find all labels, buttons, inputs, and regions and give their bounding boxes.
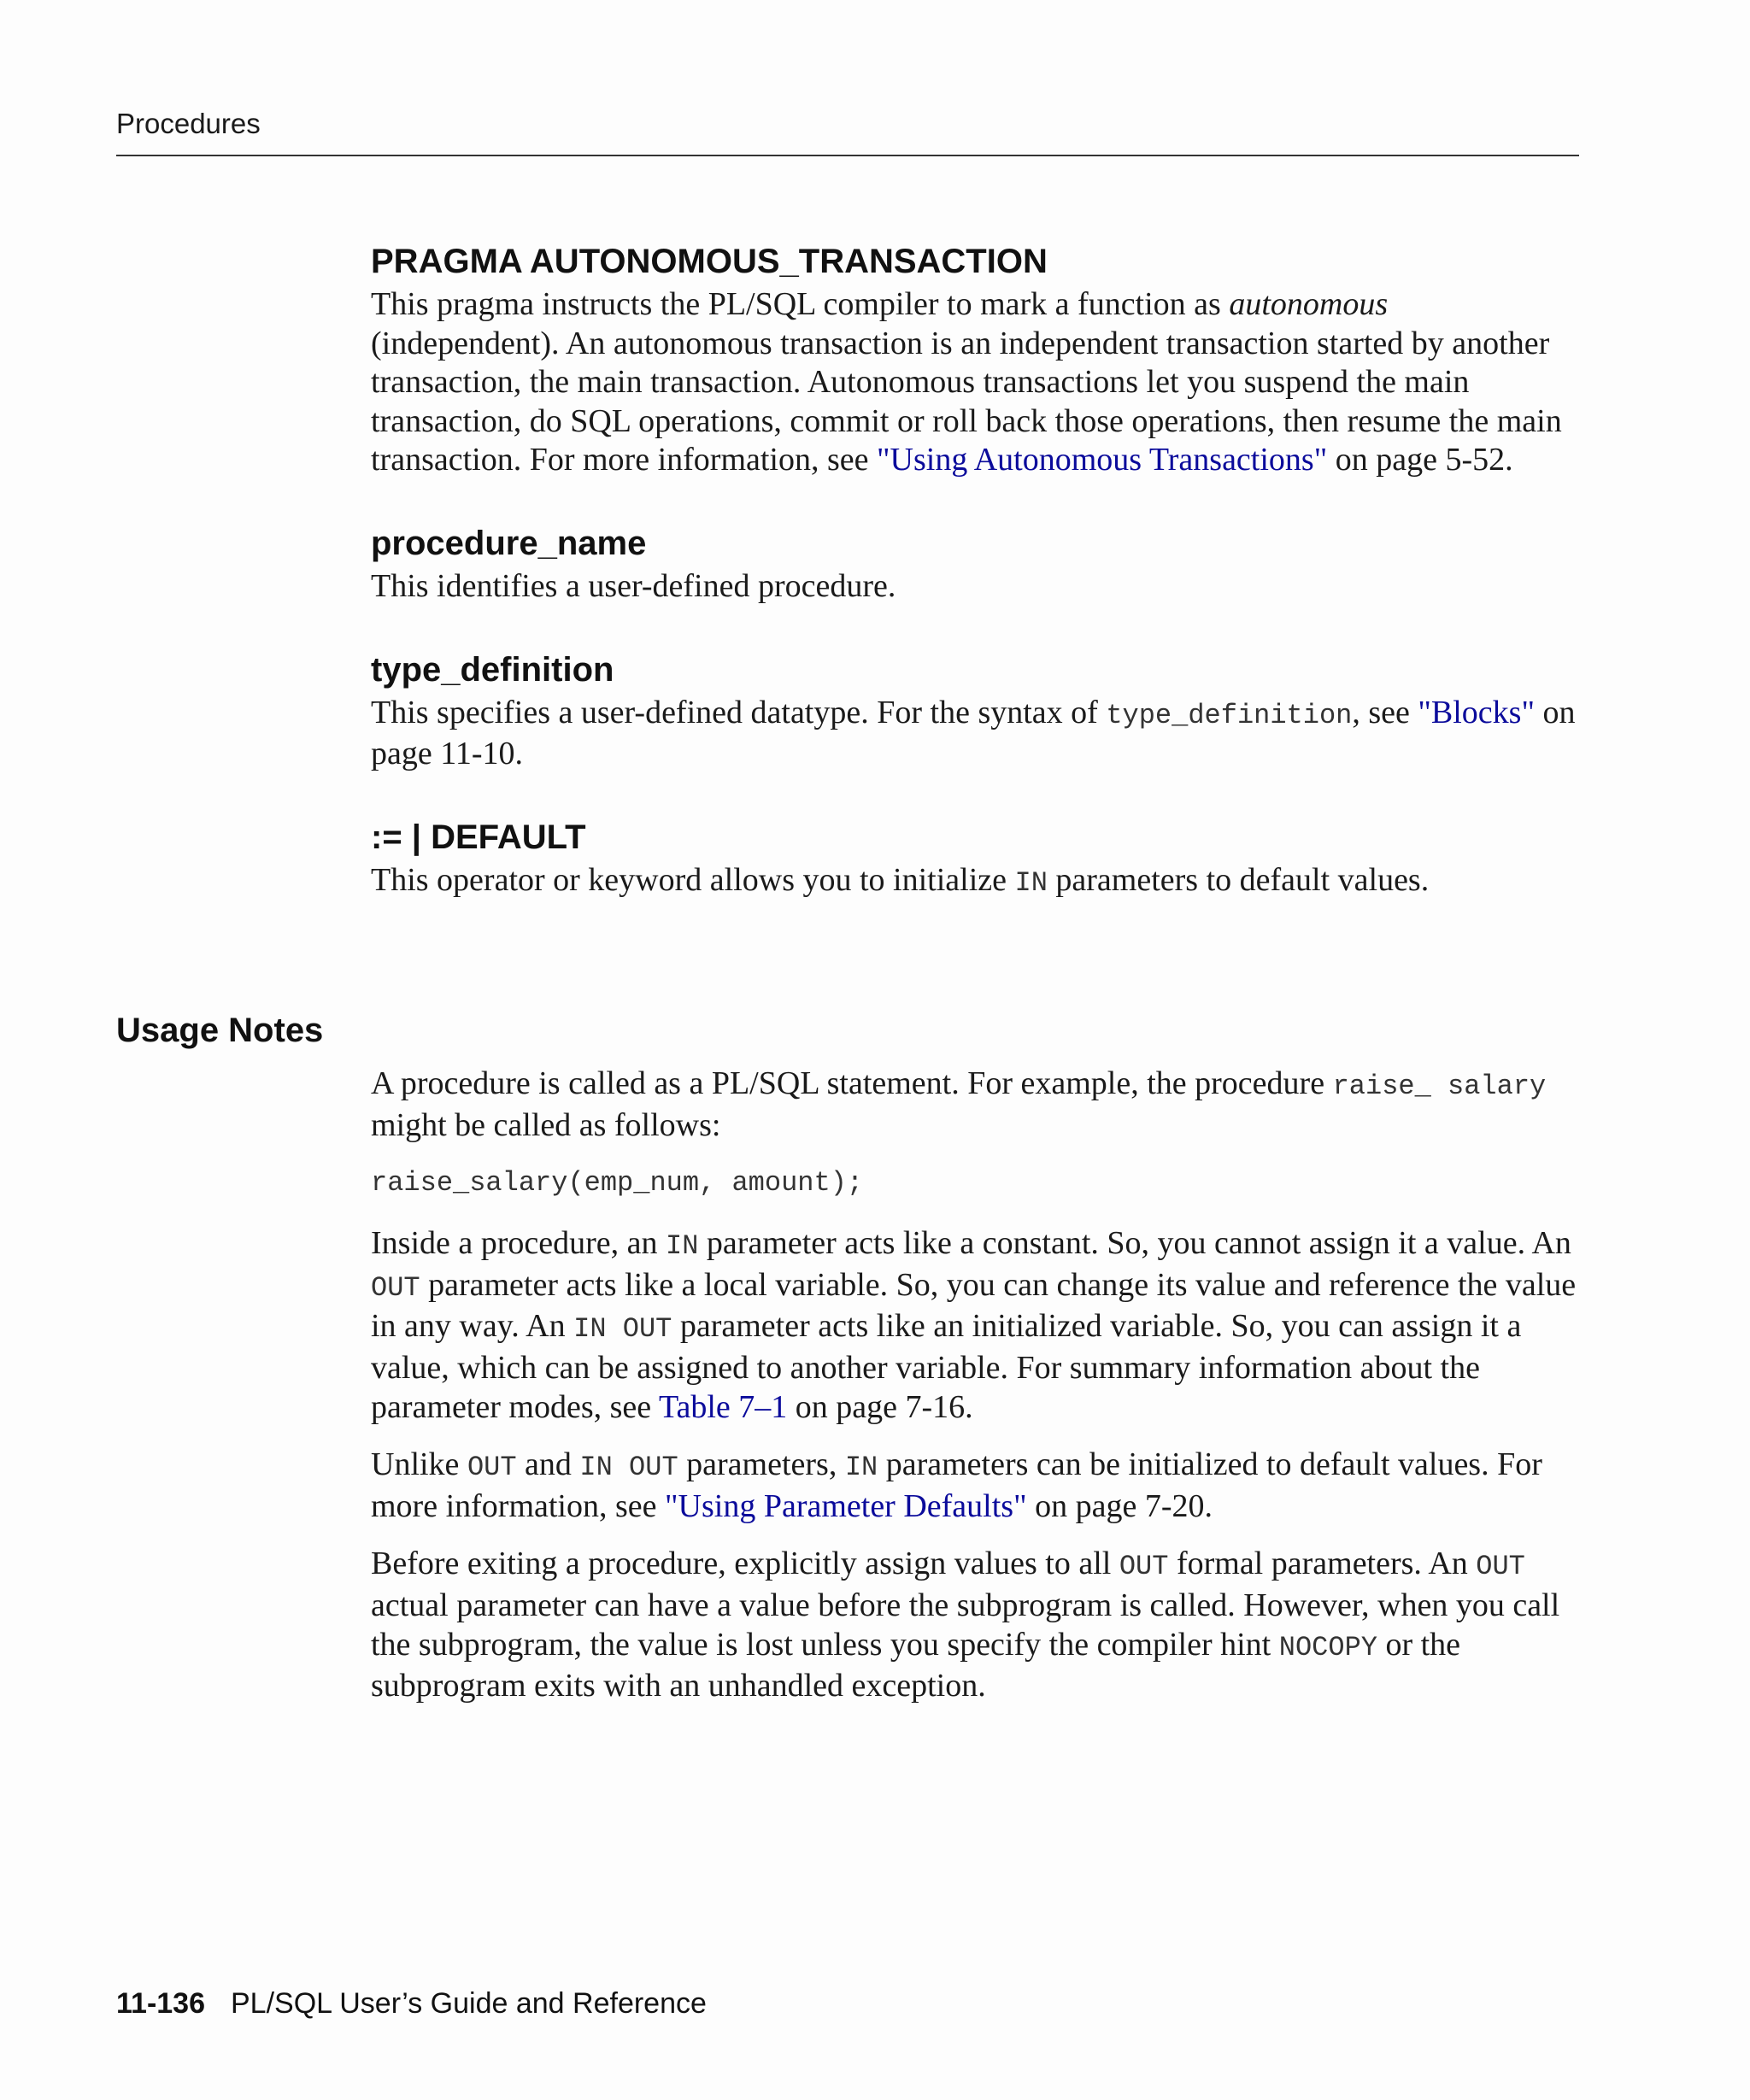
pragma-description: This pragma instructs the PL/SQL compiler to mark a function as autonomous (independent). An autonomous transaction is an independent transaction started by another transaction, the main transaction. Autonomous transactions let you suspend the main transaction, do SQL operations, commit or roll back those operations, then resume the main transaction. For more information, see "Using Autonomous Transactions" on page 5-52. (371, 286, 1562, 478)
page-footer (116, 1987, 707, 2021)
usage-paragraph-4: Before exiting a procedure, explicitly assign values to all OUT formal parameters. An OUT actual parameter can have a value before the subprogram is called. However, when you call the subprogram, the value is lost unless you specify the compiler hint NOCOPY or the subprogram exits with an unhandled exception. (371, 1546, 1560, 1704)
code-example: raise_salary(emp_num, amount); (371, 1167, 864, 1200)
link-using-parameter-defaults[interactable]: "Using Parameter Defaults" (665, 1487, 1027, 1524)
term-type-definition: type_definition (371, 650, 614, 689)
procedure-name-description: This identifies a user-defined procedure. (371, 567, 896, 604)
code-type-definition: type_definition (1106, 699, 1353, 731)
type-definition-description: This specifies a user-defined datatype. For the syntax of type_definition, see "Blocks" on page 11-10. (371, 694, 1576, 772)
usage-paragraph-3: Unlike OUT and IN OUT parameters, IN parameters can be initialized to default values. For more information, see "Using Parameter Defaults" on page 7-20. (371, 1446, 1542, 1524)
page-number: 11-136 (116, 1987, 205, 2020)
parameter-descriptions (371, 241, 1584, 902)
link-using-autonomous-transactions[interactable]: "Using Autonomous Transactions" (877, 442, 1328, 478)
term-pragma: PRAGMA AUTONOMOUS_TRANSACTION (371, 243, 1048, 280)
usage-notes-body (371, 1065, 1584, 1706)
code-raise-salary: raise_ salary (1332, 1071, 1547, 1102)
usage-paragraph-2: Inside a procedure, an IN parameter acts like a constant. So, you cannot assign it a value. An OUT parameter acts like a local variable. So, you can change its value and reference the value in any way. An IN OUT parameter acts like an initialized variable. So, you can assign it a value, which can be assigned to another variable. For summary information about the parameter modes, see Table 7–1 on page 7-16. (371, 1225, 1577, 1425)
term-default: := | DEFAULT (371, 818, 586, 856)
book-title: PL/SQL User’s Guide and Reference (231, 1987, 707, 2020)
link-table-7-1[interactable]: Table 7–1 (658, 1388, 788, 1425)
code-in: IN (1014, 866, 1048, 899)
running-head: Procedures (116, 108, 261, 139)
term-procedure-name: procedure_name (371, 524, 647, 562)
default-description: This operator or keyword allows you to initialize IN parameters to default values. (371, 861, 1430, 899)
emphasis-autonomous: autonomous (1229, 286, 1389, 322)
usage-notes-heading: Usage Notes (116, 1012, 324, 1049)
header-rule (116, 155, 1579, 156)
usage-paragraph-1: A procedure is called as a PL/SQL statement. For example, the procedure raise_ salary might be called as follows: (371, 1065, 1547, 1143)
link-blocks[interactable]: "Blocks" (1418, 694, 1535, 730)
